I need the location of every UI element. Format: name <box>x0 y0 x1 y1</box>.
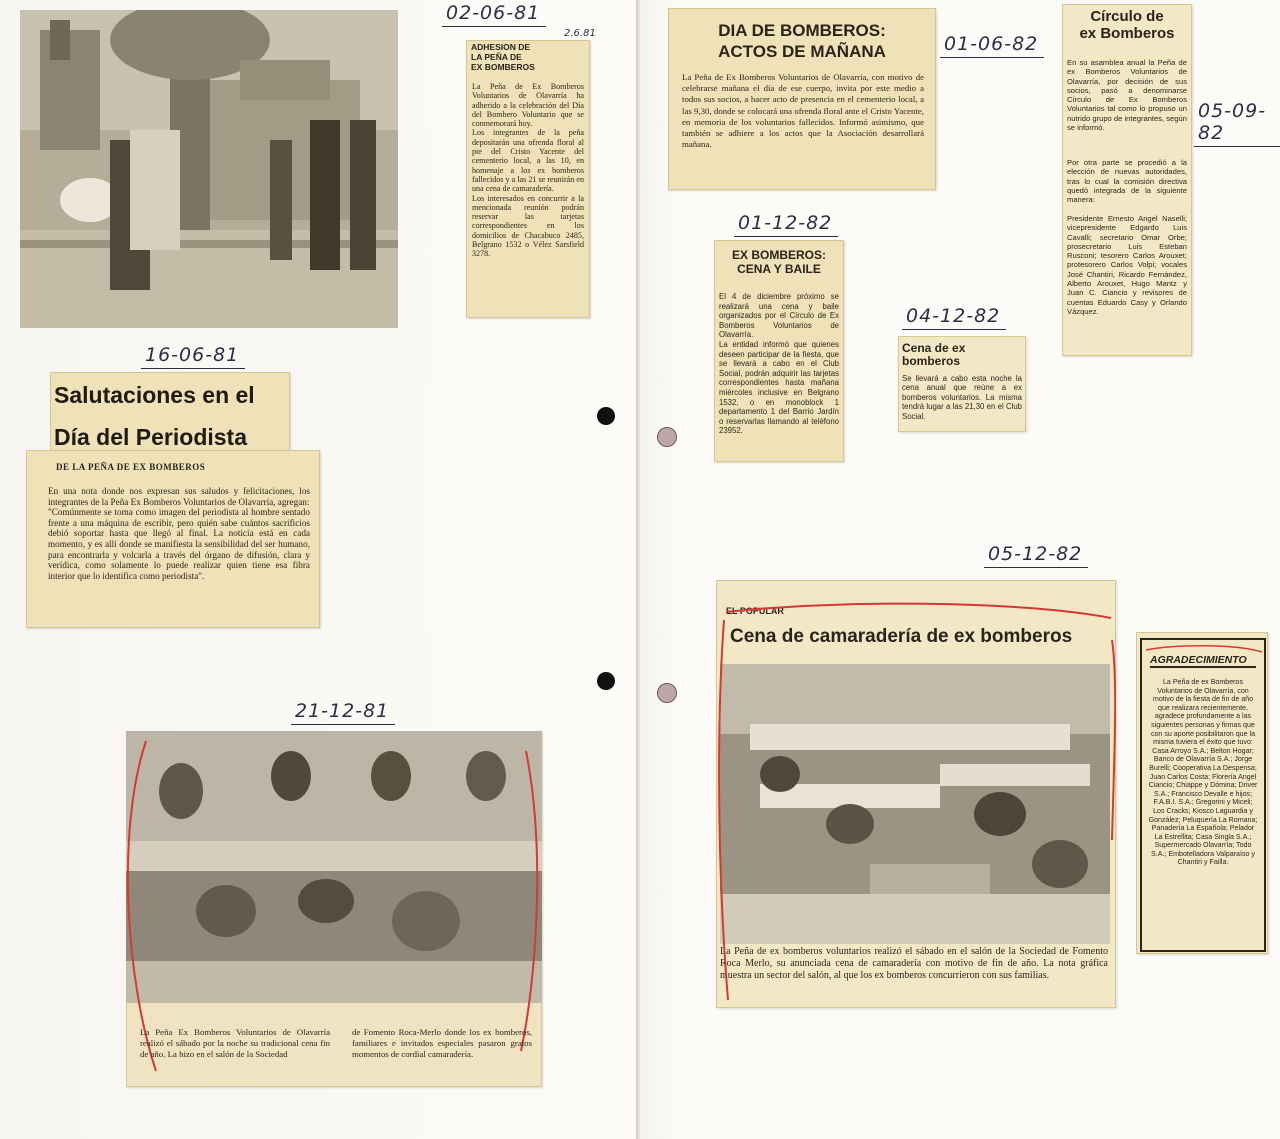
clipping-body: Presidente Ernesto Angel Naselli; vicepresidente Edgardo Luis Cavalli; secretario Omar Orbe; prosecretario Luis Esteban Rusconi; tesorero Carlos Arouxet; protesorero Carlos Volpi; vocales José Chantiri, Ricardo Fernández, Alberto Arouxet, Hugo Mantz y Juan C. Ciancio y revisores de cuentas Eduardo Casy y Orlando Vázquez. <box>1067 214 1187 316</box>
clipping-cena-y-baile <box>714 240 844 462</box>
binder-hole <box>597 407 615 425</box>
photo-cemetery-image <box>20 10 398 328</box>
clipping-el-popular <box>716 580 1116 1008</box>
red-marker-outline <box>1136 632 1268 954</box>
photo-caption-left: La Peña Ex Bomberos Voluntarios de Olavarría realizó el sábado por la noche su tradicional cena fin de año. La hizo en el salón de la Sociedad <box>140 1027 330 1059</box>
clipping-kicker: DE LA PEÑA DE EX BOMBEROS <box>56 462 206 472</box>
handwritten-date: 01-12-82 <box>738 212 833 234</box>
handwritten-date: 04-12-82 <box>906 305 1001 327</box>
photo-caption-right: de Fomento Roca-Merlo donde los ex bomberos, familiares e invitados especiales pasaron gratos momentos de cordial camaradería. <box>352 1027 532 1059</box>
binder-hole <box>657 427 677 447</box>
clipping-salutaciones <box>50 372 290 452</box>
clipping-dia-de-bomberos <box>668 8 936 190</box>
handwritten-date: 16-06-81 <box>145 344 240 366</box>
clipping-adhesion <box>466 40 590 318</box>
binder-hole <box>597 672 615 690</box>
clipping-headline: AGRADECIMIENTO <box>1150 654 1256 668</box>
binder-hole <box>657 683 677 703</box>
handwritten-date: 21-12-81 <box>295 700 390 722</box>
handwritten-date: 01-06-82 <box>944 33 1039 55</box>
clipping-body: En una nota donde nos expresan sus saludos y felicitaciones, los integrantes de la Peña Ex Bomberos Voluntarios de Olavarría, agregan: "Comúnmente se toma como imagen del periodista al hombre sentado frente a una máquina de escribir, pero quién sabe cuántos sacrificios debió soportar hasta que llegó al final. La noticia está en cada momento, y es allí donde se manifiesta la sensibilidad del ser humano, para encontrarla y volcarla a través del órgano de difusión, clara y verídica, como solamente lo puede realizar quien tiene esa fibra interior que lo identifica como periodista". <box>48 486 310 581</box>
clipping-headline: EX BOMBEROS: CENA Y BAILE <box>731 248 826 276</box>
handwritten-date: 05-12-82 <box>988 543 1083 565</box>
clipping-headline: DIA DE BOMBEROS: ACTOS DE MAÑANA <box>718 21 886 61</box>
clipping-headline: Círculo de ex Bomberos <box>1079 8 1175 42</box>
photo-cemetery-ceremony <box>20 10 398 328</box>
clipping-circulo-ex-bomberos <box>1062 4 1192 356</box>
clipping-body: El 4 de diciembre próximo se realizará una cena y baile organizados por el Círculo de Ex Bomberos Voluntarios de Olavarría. La entidad informó que quienes deseen participar de la fiesta, que se llevará a cabo en el Club Social, podrán adquirir las tarjetas correspondientes hasta mañana miércoles inclusive en Belgrano 1532, o en monoblock 1 departamento 1 del Barrio Jardín o reservarlas llamando al teléfono 23952. <box>719 292 839 436</box>
clipping-body: La Peña de Ex Bomberos Voluntarios de Olavarría ha adherido a la celebración del Día del Bombero Voluntario que se conmemorará hoy. Los integrantes de la peña depositarán una ofrenda floral al pie del Cristo Yacente del cementerio local, a las 10, en homenaje a los ex bomberos fallecidos y a las 21 se reunirán en una cena de camaradería. Los interesados en concurrir a la mencionada reunión podrán reservar las tarjetas correspondientes en los domicilios de Chacabuco 2485, Belgrano 1532 o Vélez Sarsfield 3278. <box>472 82 584 259</box>
clipping-cena-1981 <box>126 731 542 1087</box>
clipping-cena-ex-bomberos <box>898 336 1026 432</box>
album-spine <box>636 0 640 1139</box>
clipping-body: En su asamblea anual la Peña de ex Bomberos Voluntarios de Olavarría, por decisión de sus socios, pasó a denominarse Círculo de Ex Bomberos Voluntarios tal como lo propuso un nutrido grupo de integrantes, según se informó. <box>1067 58 1187 133</box>
handwritten-date: 02-06-81 <box>446 2 541 24</box>
clipping-agradecimiento <box>1136 632 1268 954</box>
clipping-body: La Peña de Ex Bomberos Voluntarios de Olavarría, con motivo de celebrarse mañana el día de ese cuerpo, invita por este medio a todos sus socios, a hacer acto de presencia en el cementerio local, a las 9,30, donde se colocará una ofrenda floral ante el Cristo Yacente, en memoria de los voluntarios fallecidos. Informó asimismo, que también se adhiere a los actos que la Asociación desarrollará mañana. <box>682 72 924 150</box>
red-marker-outline <box>716 580 1116 1008</box>
clipping-headline: Salutaciones en el Día del Periodista <box>54 382 255 450</box>
clipping-headline: Cena de ex bomberos <box>902 341 966 368</box>
clipping-body: Se llevará a cabo esta noche la cena anual que reúne a ex bomberos voluntarios. La misma tendrá lugar a las 21,30 en el Club Social. <box>902 374 1022 421</box>
clipping-body: Por otra parte se procedió a la elección de nuevas autoridades, tras lo cual la comisión directiva quedó integrada de la siguiente manera: <box>1067 158 1187 205</box>
clipping-body: La Peña de ex Bomberos Voluntarios de Olavarría, con motivo de la fiesta de fin de año que realizara recientemente, agradece profundamente a las siguientes personas y firmas que con su aporte posibilitaron que la misma tuviera el éxito que tuvo: Casa Arroyo S.A.; Belton Hogar; Banco de Olavarría S.A.; Jorge Burelli; Cooperativa La Despensa; Juan Carlos Costa; Florería Angel Ciancio; Chiappe y Dómina; Driver S.A.; Francisco Devalle e hijos; F.A.B.I. S.A.; Gregorini y Miceli; Los Cracks; Kiosco Laguardia y González; Peluquería La Romana; Panadería La Española; Pelador La Estrellita; Casa Singla S.A.; Supermercado Olavarría; Todo S.A.; Embotelladora Valparaíso y Chantiri y Failla. <box>1148 678 1258 867</box>
clipping-headline: Cena de camaradería de ex bomberos <box>730 626 1073 647</box>
clipping-headline: ADHESION DE LA PEÑA DE EX BOMBEROS <box>471 42 535 72</box>
photo-caption: La Peña de ex bomberos voluntarios realizó el sábado en el salón de la Sociedad de Fomento Roca Merlo, su anunciada cena de camaradería con motivo de fin de año. La nota gráfica muestra un sector del salón, al que los ex bomberos concurrieron con sus familias. <box>720 946 1108 981</box>
handwritten-date-small: 2.6.81 <box>564 28 596 39</box>
newspaper-masthead: EL POPULAR <box>726 606 784 616</box>
handwritten-date: 05-09-82 <box>1198 100 1280 144</box>
clipping-salutaciones-body <box>26 450 320 628</box>
